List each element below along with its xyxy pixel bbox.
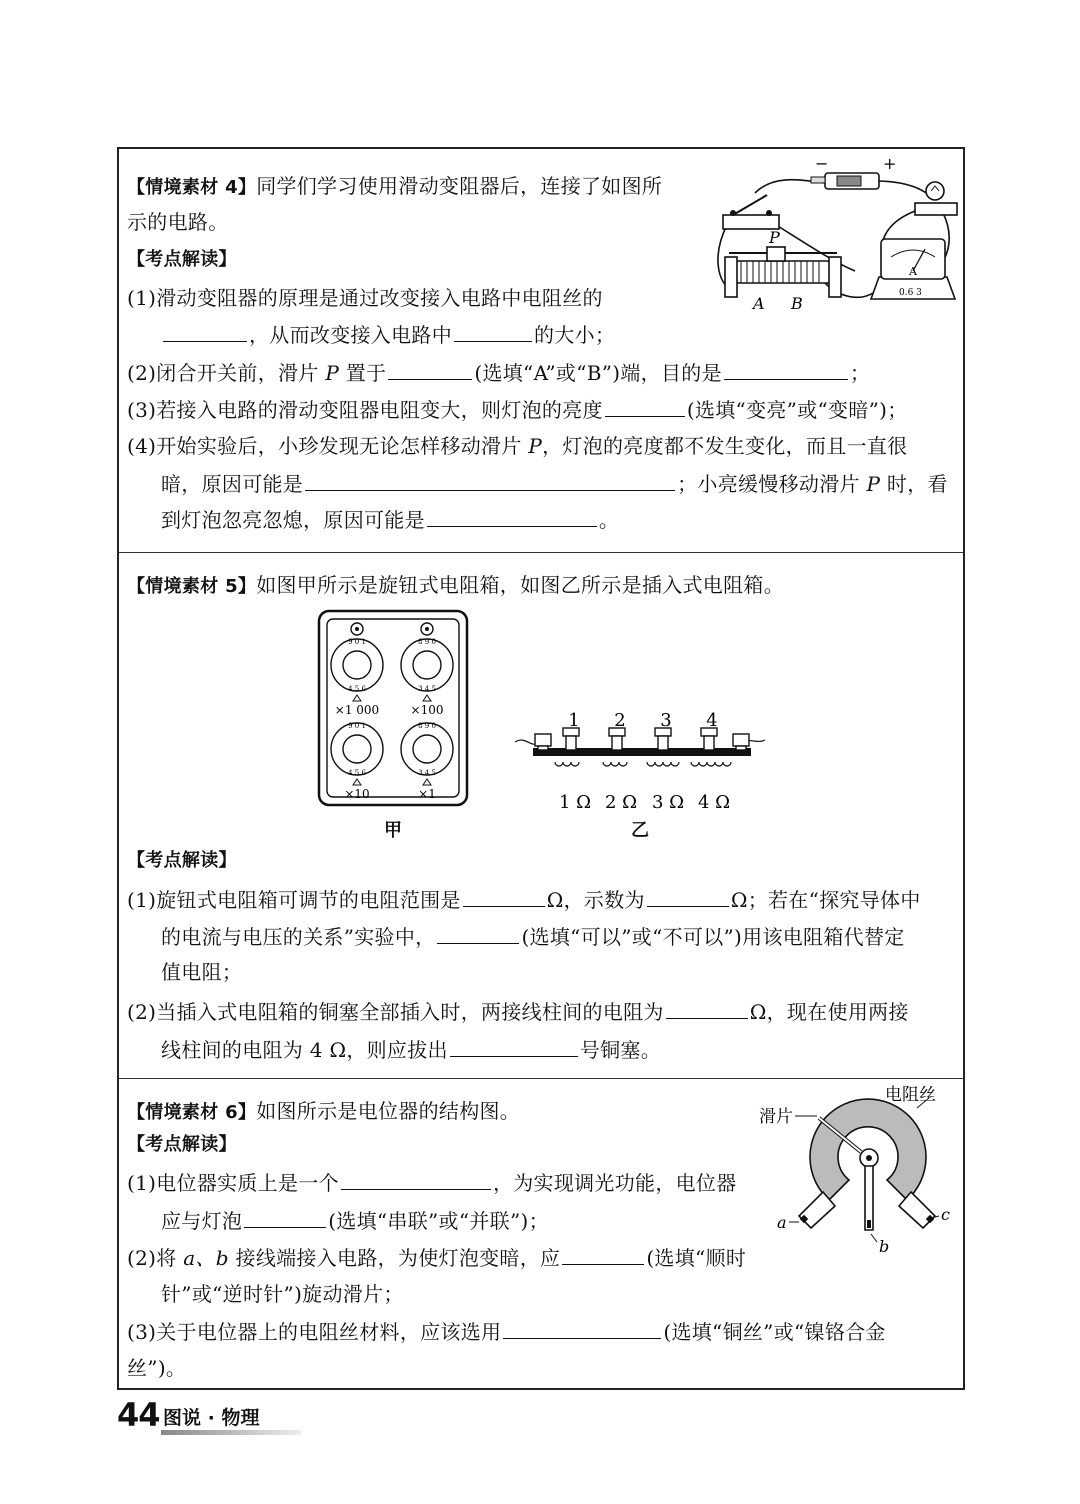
s6-q1-line2: 应与灯泡 (选填“串联”或“并联”)； xyxy=(161,1209,549,1233)
s4-q1-line1: (1)滑动变阻器的原理是通过改变接入电路中电阻丝的 xyxy=(127,286,603,310)
svg-text:9 0 1: 9 0 1 xyxy=(348,638,366,646)
s5-q2-line2: 线柱间的电阻为 4 Ω，则应拔出 号铜塞。 xyxy=(161,1038,662,1062)
s5-intro: 【情境素材 5】如图甲所示是旋钮式电阻箱，如图乙所示是插入式电阻箱。 xyxy=(127,573,785,597)
answer-blank[interactable] xyxy=(605,396,685,417)
svg-text:3 4 5: 3 4 5 xyxy=(418,769,436,777)
s6-q2-line1: (2)将 a、b 接线端接入电路，为使灯泡变暗，应 (选填“顺时 xyxy=(127,1246,747,1270)
answer-blank[interactable] xyxy=(724,359,848,380)
svg-text:8 9 0: 8 9 0 xyxy=(418,638,436,646)
page-number: 44 xyxy=(117,1396,160,1434)
s6-heading: 【情境素材 6】 xyxy=(127,1102,257,1123)
s4-intro-line2: 示的电路。 xyxy=(127,210,229,234)
section-4 xyxy=(119,149,963,552)
s4-q4-line2: 暗，原因可能是 ；小亮缓慢移动滑片 P 时，看 xyxy=(161,472,948,496)
battery-minus-label: − xyxy=(815,154,829,173)
switch-icon xyxy=(723,195,779,229)
terminal-c-label: c xyxy=(941,1205,950,1224)
svg-text:4 5 6: 4 5 6 xyxy=(348,769,366,777)
answer-blank[interactable] xyxy=(454,321,532,342)
ammeter-terminal-labels: 0.6 3 xyxy=(899,288,922,298)
s5-kaodian-heading: 【考点解读】 xyxy=(127,850,237,871)
svg-text:3 4 5: 3 4 5 xyxy=(418,685,436,693)
plug-ohm-2: 2 Ω xyxy=(604,792,638,813)
caption-jia: 甲 xyxy=(384,820,402,841)
s4-intro-line1: 【情境素材 4】同学们学习使用滑动变阻器后，连接了如图所 xyxy=(127,174,663,198)
plug-ohm-3: 3 Ω xyxy=(651,792,685,813)
s6-q3-line1: (3)关于电位器上的电阻丝材料，应该选用 (选填“铜丝”或“镍铬合金 xyxy=(127,1320,886,1344)
svg-text:8 9 0: 8 9 0 xyxy=(418,722,436,730)
battery-icon xyxy=(811,173,879,189)
svg-text:9 0 1: 9 0 1 xyxy=(348,722,366,730)
book-title: 图说 · 物理 xyxy=(163,1407,260,1429)
page-footer xyxy=(117,1396,417,1436)
s4-q1-line2: ，从而改变接入电路中 的大小； xyxy=(161,321,615,348)
section-6 xyxy=(119,1078,963,1390)
plug-ohm-1: 1 Ω xyxy=(558,792,592,813)
answer-blank[interactable] xyxy=(666,998,748,1019)
answer-blank[interactable] xyxy=(427,506,597,527)
answer-blank[interactable] xyxy=(503,1318,661,1339)
rotary-resistance-box xyxy=(317,609,469,809)
s5-q1-line3: 值电阻； xyxy=(161,960,243,984)
s4-q2: (2)闭合开关前，滑片 P 置于 (选填“A”或“B”)端，目的是 ； xyxy=(127,361,871,385)
answer-blank[interactable] xyxy=(305,470,675,491)
s5-heading: 【情境素材 5】 xyxy=(127,576,257,597)
potentiometer-figure xyxy=(759,1080,959,1270)
s5-q1-line2: 的电流与电压的关系”实验中， (选填“可以”或“不可以”)用该电阻箱代替定 xyxy=(161,925,905,949)
dial-multiplier-1: ×1 xyxy=(418,787,436,801)
plug-number-2: 2 xyxy=(614,710,626,731)
section-5 xyxy=(119,552,963,1078)
answer-blank[interactable] xyxy=(437,923,519,944)
bulb-icon xyxy=(915,182,957,215)
dial-multiplier-10: ×10 xyxy=(344,787,370,801)
circuit-figure xyxy=(715,153,961,323)
dial-multiplier-100: ×100 xyxy=(410,703,444,717)
ammeter-label: A xyxy=(909,265,917,278)
answer-blank[interactable] xyxy=(388,359,472,380)
answer-blank[interactable] xyxy=(647,886,729,907)
s4-heading: 【情境素材 4】 xyxy=(127,177,257,198)
answer-blank[interactable] xyxy=(341,1169,491,1190)
resistance-wire-label: 电阻丝 xyxy=(885,1085,936,1105)
s4-q4-line3: 到灯泡忽亮忽熄，原因可能是 。 xyxy=(161,508,620,532)
s6-kaodian-heading: 【考点解读】 xyxy=(127,1134,237,1155)
plug-box-labels xyxy=(511,694,771,820)
terminal-a-label: a xyxy=(777,1213,787,1232)
s6-q3-line2: 丝”)。 xyxy=(127,1356,187,1380)
answer-blank[interactable] xyxy=(450,1036,578,1057)
battery-plus-label: + xyxy=(883,154,897,173)
answer-blank[interactable] xyxy=(244,1207,326,1228)
s6-q2-line2: 针”或“逆时针”)旋动滑片； xyxy=(161,1282,404,1306)
s4-kaodian-heading: 【考点解读】 xyxy=(127,249,237,270)
plug-ohm-4: 4 Ω xyxy=(697,792,731,813)
s4-q3: (3)若接入电路的滑动变阻器电阻变大，则灯泡的亮度 (选填“变亮”或“变暗”)； xyxy=(127,398,908,422)
content-frame xyxy=(117,147,965,1390)
s5-q1-line1: (1)旋钮式电阻箱可调节的电阻范围是 Ω，示数为 Ω；若在“探究导体中 xyxy=(127,888,921,912)
s5-q2-line1: (2)当插入式电阻箱的铜塞全部插入时，两接线柱间的电阻为 Ω，现在使用两接 xyxy=(127,1000,909,1024)
terminal-b-label: B xyxy=(791,294,803,313)
plug-number-1: 1 xyxy=(568,710,580,731)
answer-blank[interactable] xyxy=(463,886,545,907)
plug-number-4: 4 xyxy=(706,710,718,731)
footer-decoration xyxy=(161,1430,301,1435)
slider-label: 滑片 xyxy=(759,1107,793,1127)
answer-blank[interactable] xyxy=(163,321,247,342)
s4-q4-line1: (4)开始实验后，小珍发现无论怎样移动滑片 P，灯泡的亮度都不发生变化，而且一直很 xyxy=(127,434,908,458)
s6-intro: 【情境素材 6】如图所示是电位器的结构图。 xyxy=(127,1099,521,1123)
dial-multiplier-1000: ×1 000 xyxy=(334,703,380,717)
terminal-b-label: b xyxy=(879,1237,890,1256)
svg-text:4 5 6: 4 5 6 xyxy=(348,685,366,693)
s6-q1-line1: (1)电位器实质上是一个 ，为实现调光功能，电位器 xyxy=(127,1171,737,1195)
slider-p-label: P xyxy=(769,228,780,247)
caption-yi: 乙 xyxy=(631,820,649,841)
plug-number-3: 3 xyxy=(660,710,672,731)
terminal-a-label: A xyxy=(753,294,765,313)
answer-blank[interactable] xyxy=(562,1244,644,1265)
